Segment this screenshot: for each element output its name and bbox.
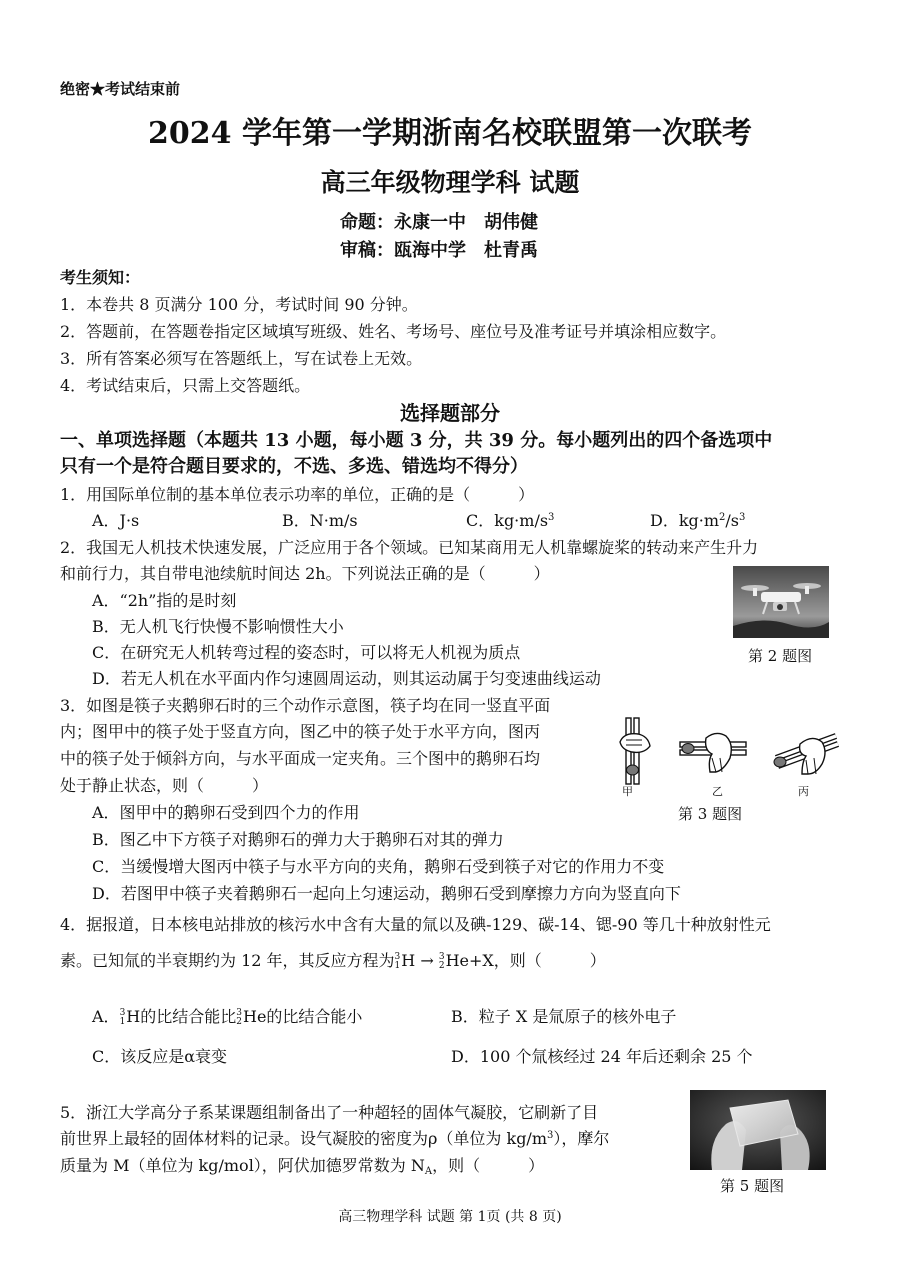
notice-item: 2．答题前，在答题卷指定区域填写班级、姓名、考场号、座位号及准考证号并填涂相应数字。 [60,322,727,341]
secret-label: 绝密★考试结束前 [60,80,181,98]
q1-stem: 1．用国际单位制的基本单位表示功率的单位，正确的是（ ） [60,485,535,504]
q1-option-a: A．J·s [92,511,140,530]
q2-option-d: D．若无人机在水平面内作匀速圆周运动，则其运动属于匀变速曲线运动 [92,669,601,688]
q4-option-b: B．粒子 X 是氚原子的核外电子 [451,1007,677,1026]
q3-fig-label-yi: 乙 [712,785,723,798]
q3-option-d: D．若图甲中筷子夹着鹅卵石一起向上匀速运动，鹅卵石受到摩擦力方向为竖直向下 [92,884,681,903]
reviewer-line: 审稿：瓯海中学 杜青禹 [340,240,538,261]
q5-stem: 前世界上最轻的固体材料的记录。设气凝胶的密度为ρ（单位为 $kg/m^3$），摩尔 [60,1129,610,1148]
part-heading: 一、单项选择题（本题共 13 小题，每小题 3 分，共 39 分。每小题列出的四个备选项中 [60,430,773,451]
q2-option-b: B．无人机飞行快慢不影响惯性大小 [92,617,344,636]
q3-option-c: C．当缓慢增大图丙中筷子与水平方向的夹角，鹅卵石受到筷子对它的作用力不变 [92,857,665,876]
q3-stem: 内；图甲中的筷子处于竖直方向，图乙中的筷子处于水平方向，图丙 [60,722,541,741]
notice-item: 3．所有答案必须写在答题纸上，写在试卷上无效。 [60,349,423,368]
exam-title: 2024 学年第一学期浙南名校联盟第一次联考 [148,116,752,151]
chopsticks-diagram [612,714,842,790]
q3-option-a: A．图甲中的鹅卵石受到四个力的作用 [92,803,360,822]
q2-figure-caption: 第 2 题图 [748,647,813,665]
q4-stem-equation: 素。已知氚的半衰期约为 12 年，其反应方程为3 1H → 3 2He+X，则（ ） [60,951,606,971]
q4-stem: 4．据报道，日本核电站排放的核污水中含有大量的氚以及碘-129、碳-14、锶-90 等几十种放射性元 [60,915,771,934]
q1-option-c: C．$kg\cdot m/s^3$ [466,511,555,530]
q1-option-b: B．N·m/s [282,511,358,530]
part-heading: 只有一个是符合题目要求的，不选、多选、错选均不得分） [60,456,528,477]
page-footer: 高三物理学科 试题 第 1页 (共 8 页) [338,1209,562,1225]
drone-photo [733,566,829,638]
q1-option-d: D．$kg\cdot m^2/s^3$ [650,511,746,530]
q5-figure-caption: 第 5 题图 [720,1177,785,1195]
q3-figure-caption: 第 3 题图 [678,805,743,823]
q4-option-a: A．3 1H的比结合能比3 2He的比结合能小 [92,1007,363,1027]
q3-fig-label-jia: 甲 [622,785,633,798]
aerogel-photo [690,1090,826,1170]
q2-option-a: A．“2h”指的是时刻 [92,591,237,610]
q3-fig-label-bing: 丙 [798,785,809,798]
q4-option-c: C．该反应是α衰变 [92,1047,228,1066]
q3-option-b: B．图乙中下方筷子对鹅卵石的弹力大于鹅卵石对其的弹力 [92,830,504,849]
subject-title: 高三年级物理学科 试题 [320,168,580,197]
author-line: 命题：永康一中 胡伟健 [340,212,538,233]
q3-stem: 3．如图是筷子夹鹅卵石时的三个动作示意图，筷子均在同一竖直平面 [60,696,551,715]
q2-stem: 2．我国无人机技术快速发展，广泛应用于各个领域。已知某商用无人机靠螺旋桨的转动来产生升力 [60,538,759,557]
q4-option-d: D．100 个氚核经过 24 年后还剩余 25 个 [451,1047,753,1066]
section-title: 选择题部分 [400,401,500,425]
q2-option-c: C．在研究无人机转弯过程的姿态时，可以将无人机视为质点 [92,643,521,662]
q2-stem: 和前行力，其自带电池续航时间达 2h。下列说法正确的是（ ） [60,564,550,583]
q5-stem: 质量为 M（单位为 kg/mol），阿伏加德罗常数为 NA，则（ ） [60,1156,545,1177]
notice-item: 4．考试结束后，只需上交答题纸。 [60,376,311,395]
q3-stem: 中的筷子处于倾斜方向，与水平面成一定夹角。三个图中的鹅卵石均 [60,749,541,768]
q3-stem: 处于静止状态，则（ ） [60,776,269,795]
notice-item: 1．本卷共 8 页满分 100 分，考试时间 90 分钟。 [60,295,418,314]
q5-stem: 5．浙江大学高分子系某课题组制备出了一种超轻的固体气凝胶，它刷新了目 [60,1103,599,1122]
notice-heading: 考生须知： [60,268,141,287]
